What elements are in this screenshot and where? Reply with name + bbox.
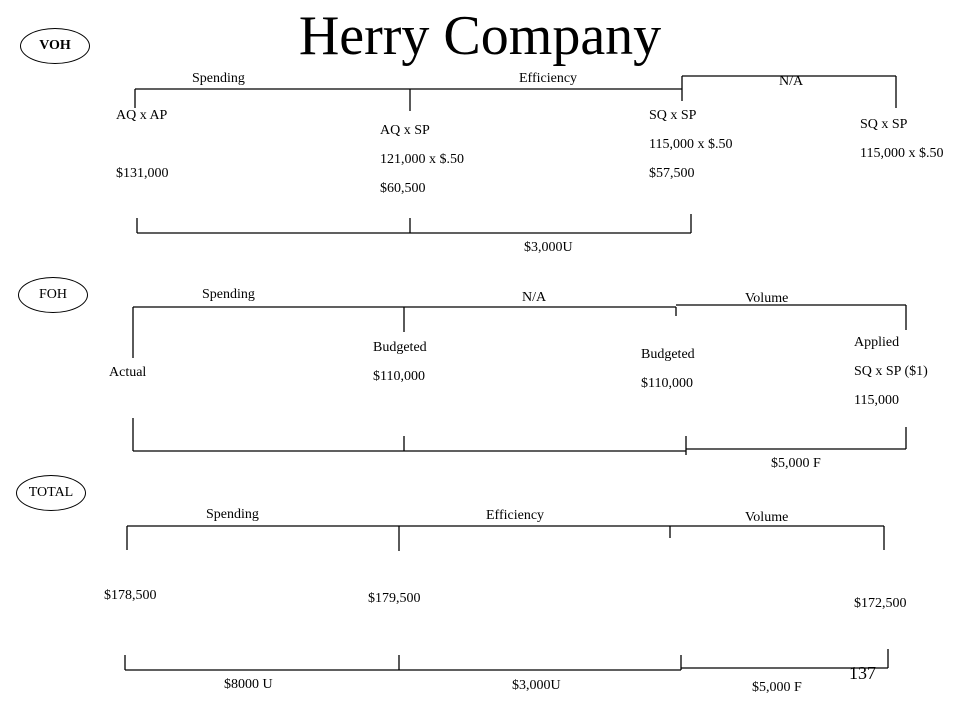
foh-col1-label: Actual [109,365,147,380]
voh-col1-amount: $131,000 [116,166,169,181]
foh-spending-label: Spending [202,287,255,302]
foh-volume-label: Volume [745,291,789,306]
voh-efficiency-label: Efficiency [519,71,578,86]
voh-spending-label: Spending [192,71,245,86]
total-efficiency-variance: $3,000U [512,678,561,693]
total-col2-amount: $179,500 [368,591,421,606]
foh-col4-label: Applied [854,335,900,350]
voh-col4-formula: SQ x SP [860,117,908,132]
voh-section-label: VOH [20,28,90,64]
voh-na-label: N/A [779,74,804,89]
voh-col3-amount: $57,500 [649,166,695,181]
total-volume-label: Volume [745,510,789,525]
foh-section-label: FOH [18,277,88,313]
voh-col3-calc: 115,000 x $.50 [649,137,733,152]
voh-col2-formula: AQ x SP [380,123,430,138]
voh-col3-formula: SQ x SP [649,108,697,123]
voh-col4-calc: 115,000 x $.50 [860,146,944,161]
foh-col2-label: Budgeted [373,340,427,355]
total-efficiency-label: Efficiency [486,508,545,523]
foh-na-label: N/A [522,290,547,305]
total-spending-label: Spending [206,507,259,522]
foh-col3-label: Budgeted [641,347,695,362]
total-col1-amount: $178,500 [104,588,157,603]
voh-col1-formula: AQ x AP [116,108,168,123]
voh-col2-amount: $60,500 [380,181,426,196]
voh-col2-calc: 121,000 x $.50 [380,152,464,167]
foh-col3-amount: $110,000 [641,376,693,391]
total-volume-variance: $5,000 F [752,680,802,695]
page-title: Herry Company [298,5,662,67]
foh-col4-amount: 115,000 [854,393,899,408]
page-number: 137 [849,663,876,683]
voh-variance: $3,000U [524,240,573,255]
total-spending-variance: $8000 U [224,677,273,692]
foh-variance: $5,000 F [771,456,821,471]
foh-col4-formula: SQ x SP ($1) [854,364,928,379]
foh-col2-amount: $110,000 [373,369,425,384]
total-section-label: TOTAL [16,475,86,511]
total-col3-amount: $172,500 [854,596,907,611]
